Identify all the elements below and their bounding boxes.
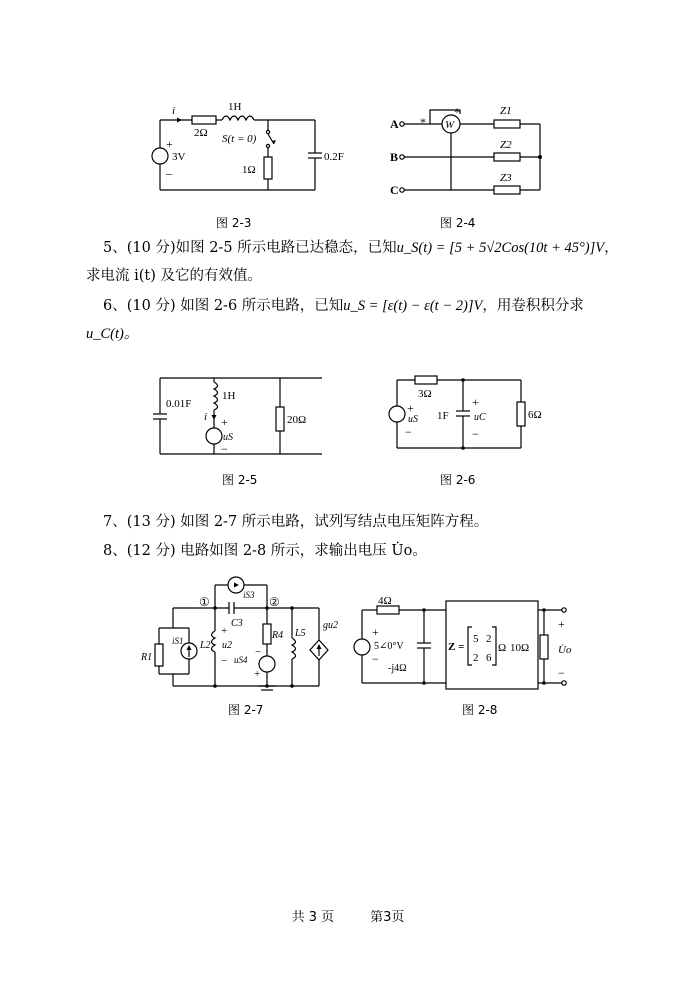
vc-label: uC (474, 412, 486, 423)
q6-formula: u_S = [ε(t) − ε(t − 2)]V (343, 298, 483, 314)
z21: 2 (473, 652, 479, 664)
is3-label: iS3 (243, 590, 255, 600)
phase-b-label: B (390, 150, 399, 164)
figure-2-8 (350, 597, 580, 692)
phase-c-label: C (390, 183, 399, 197)
source-us-label: uS (408, 414, 418, 425)
source-plus: + (407, 401, 414, 415)
source-minus: − (221, 442, 228, 456)
z12: 2 (486, 633, 492, 645)
page-footer (0, 906, 696, 925)
star-1: * (420, 115, 426, 129)
source-minus: – (166, 166, 172, 180)
resistor-label: 20Ω (287, 414, 307, 426)
figure-2-5 (150, 372, 330, 462)
question-5-line-1: 5、(10 分)如图 2-5 所示电路已达稳态，已知u_S(t) = [5 + 5√2Cos(10t + 45°)]V， (103, 240, 619, 256)
vc-plus: + (472, 395, 479, 409)
us4-minus: − (255, 646, 262, 658)
node-2-label: ② (269, 595, 280, 609)
source-plus: + (221, 415, 228, 429)
total-pages: 共 3 页 (291, 910, 335, 925)
z11: 5 (473, 633, 479, 645)
z-unit: Ω (498, 642, 507, 654)
question-6-line-1: 6、(10 分) 如图 2-6 所示电路，已知u_S = [ε(t) − ε(t − 2)]V，用卷积积分求 (103, 298, 584, 314)
switch-label: S(t = 0) (222, 133, 257, 145)
caption-2-3: 图 2-3 (216, 216, 252, 230)
phase-a-label: A (390, 117, 399, 131)
source-minus: − (405, 425, 412, 439)
r4-label: R4 (272, 630, 284, 641)
wattmeter-label: W (445, 119, 455, 131)
current-page: 第3页 (370, 910, 405, 925)
z-matrix-label: Z = (448, 641, 465, 653)
caption-2-6: 图 2-6 (440, 473, 476, 487)
source-plus: + (372, 625, 379, 639)
current-i-label: i (204, 411, 208, 423)
current-i-label: i (172, 105, 176, 117)
z22: 6 (486, 652, 492, 664)
star-2: * (454, 105, 460, 119)
question-6-line-2: u_C(t)。 (86, 326, 139, 342)
z2-label: Z2 (500, 139, 512, 151)
vc-minus: − (472, 427, 479, 441)
question-5-line-2: 求电流 i(t) 及它的有效值。 (86, 268, 262, 284)
output-plus: + (558, 617, 565, 631)
us4-plus: + (254, 668, 261, 680)
resistor-2ohm-label: 2Ω (194, 127, 208, 139)
inductor-label: 1H (222, 390, 236, 402)
output-minus: − (558, 666, 565, 680)
resistor-1ohm-label: 1Ω (242, 164, 256, 176)
output-voltage-label: U̇o (558, 644, 572, 656)
figure-2-7 (137, 576, 337, 696)
resistor-6ohm-label: 6Ω (528, 409, 542, 421)
resistor-3ohm-label: 3Ω (418, 388, 432, 400)
question-7: 7、(13 分) 如图 2-7 所示电路，试列写结点电压矩阵方程。 (103, 514, 489, 530)
l2-label: L2 (200, 640, 211, 651)
capacitor-label: 0.2F (324, 151, 344, 163)
figure-2-3 (150, 100, 344, 200)
capacitor-label: 0.01F (166, 398, 192, 410)
node-1-label: ① (199, 595, 210, 609)
capacitor-label: -j4Ω (388, 663, 407, 674)
question-8: 8、(12 分) 电路如图 2-8 所示，求输出电压 U̇o。 (103, 543, 427, 559)
source-value: 5∠0°V (374, 641, 404, 652)
resistor-4ohm-label: 4Ω (378, 595, 392, 607)
caption-2-8: 图 2-8 (462, 703, 498, 717)
figure-2-6 (385, 372, 555, 454)
l5-label: L5 (295, 628, 306, 639)
caption-2-4: 图 2-4 (440, 216, 476, 230)
source-value: 3V (172, 151, 186, 163)
inductor-label: 1H (228, 101, 242, 113)
capacitor-label: 1F (437, 410, 449, 422)
z3-label: Z3 (500, 172, 512, 184)
figure-2-4 (388, 100, 548, 200)
u2-plus: + (221, 625, 228, 637)
source-us-label: uS (223, 432, 233, 443)
u2-label: u2 (222, 640, 232, 651)
is1-label: iS1 (172, 636, 184, 646)
z1-label: Z1 (500, 105, 512, 117)
r1-label: R1 (141, 652, 153, 663)
source-plus: + (166, 137, 173, 151)
load-resistor-label: 10Ω (510, 642, 530, 654)
source-minus: − (372, 652, 379, 666)
q5-formula: u_S(t) = [5 + 5√2Cos(10t + 45°)]V (396, 240, 605, 256)
c3-label: C3 (231, 618, 243, 629)
us4-label: uS4 (234, 655, 248, 665)
gu2-label: gu2 (323, 620, 338, 631)
caption-2-7: 图 2-7 (228, 703, 264, 717)
caption-2-5: 图 2-5 (222, 473, 258, 487)
u2-minus: − (221, 655, 228, 667)
